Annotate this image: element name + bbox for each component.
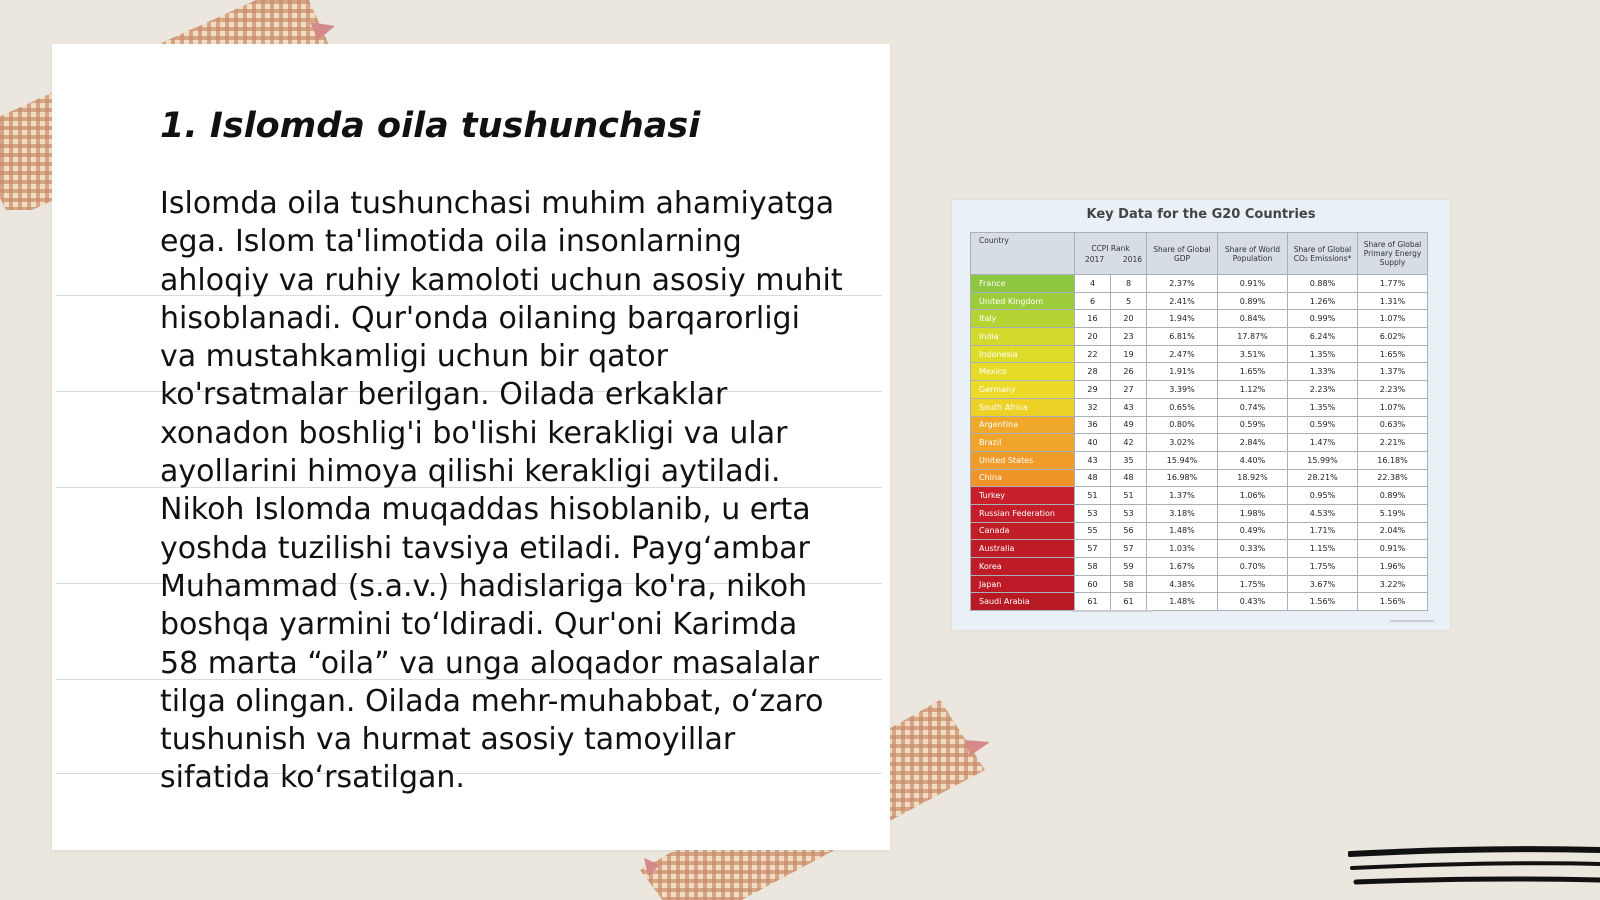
- table-footnote-mark: [1072, 610, 1152, 612]
- rank-2016-cell: 23: [1111, 328, 1147, 346]
- gdp-cell: 2.47%: [1147, 345, 1218, 363]
- co2-cell: 28.21%: [1288, 469, 1358, 487]
- country-cell: Mexico: [971, 363, 1075, 381]
- country-cell: South Africa: [971, 398, 1075, 416]
- energy-cell: 3.22%: [1358, 575, 1428, 593]
- population-cell: 2.84%: [1218, 434, 1288, 452]
- gdp-cell: 3.18%: [1147, 504, 1218, 522]
- energy-cell: 6.02%: [1358, 328, 1428, 346]
- table-row: [971, 363, 1428, 381]
- energy-cell: 22.38%: [1358, 469, 1428, 487]
- population-cell: 0.49%: [1218, 522, 1288, 540]
- co2-cell: 1.56%: [1288, 593, 1358, 611]
- population-cell: 0.70%: [1218, 558, 1288, 576]
- country-cell: Italy: [971, 310, 1075, 328]
- g20-table-image: [952, 200, 1450, 630]
- co2-cell: 2.23%: [1288, 381, 1358, 399]
- co2-cell: 1.15%: [1288, 540, 1358, 558]
- country-cell: Turkey: [971, 487, 1075, 505]
- co2-cell: 3.67%: [1288, 575, 1358, 593]
- rank-2017-cell: 48: [1075, 469, 1111, 487]
- energy-cell: 0.91%: [1358, 540, 1428, 558]
- rank-2016-cell: 56: [1111, 522, 1147, 540]
- rank-2016-cell: 27: [1111, 381, 1147, 399]
- energy-cell: 1.56%: [1358, 593, 1428, 611]
- population-cell: 0.43%: [1218, 593, 1288, 611]
- population-cell: 1.06%: [1218, 487, 1288, 505]
- energy-cell: 2.04%: [1358, 522, 1428, 540]
- co2-cell: 0.95%: [1288, 487, 1358, 505]
- rank-2017-cell: 61: [1075, 593, 1111, 611]
- country-cell: Australia: [971, 540, 1075, 558]
- rank-2017-cell: 28: [1075, 363, 1111, 381]
- header-co2: Share of Global CO₂ Emissions*: [1288, 233, 1358, 275]
- energy-cell: 1.07%: [1358, 310, 1428, 328]
- rank-2016-cell: 51: [1111, 487, 1147, 505]
- gdp-cell: 3.39%: [1147, 381, 1218, 399]
- gdp-cell: 2.37%: [1147, 275, 1218, 293]
- table-row: [971, 434, 1428, 452]
- rank-2017-cell: 4: [1075, 275, 1111, 293]
- gdp-cell: 15.94%: [1147, 451, 1218, 469]
- table-row: [971, 310, 1428, 328]
- population-cell: 18.92%: [1218, 469, 1288, 487]
- rank-2016-cell: 57: [1111, 540, 1147, 558]
- energy-cell: 16.18%: [1358, 451, 1428, 469]
- table-footnote-mark: [1390, 620, 1434, 622]
- gdp-cell: 1.94%: [1147, 310, 1218, 328]
- gdp-cell: 3.02%: [1147, 434, 1218, 452]
- slide-title: 1. Islomda oila tushunchasi: [160, 106, 701, 146]
- rank-2016-cell: 49: [1111, 416, 1147, 434]
- country-cell: Japan: [971, 575, 1075, 593]
- table-row: [971, 522, 1428, 540]
- population-cell: 1.65%: [1218, 363, 1288, 381]
- rank-2017-cell: 6: [1075, 292, 1111, 310]
- co2-cell: 1.35%: [1288, 398, 1358, 416]
- rank-2016-cell: 59: [1111, 558, 1147, 576]
- rank-2016-cell: 8: [1111, 275, 1147, 293]
- country-cell: China: [971, 469, 1075, 487]
- rank-2016-cell: 19: [1111, 345, 1147, 363]
- country-cell: Brazil: [971, 434, 1075, 452]
- country-cell: United States: [971, 451, 1075, 469]
- note-paper: [52, 44, 890, 850]
- co2-cell: 1.33%: [1288, 363, 1358, 381]
- country-cell: Saudi Arabia: [971, 593, 1075, 611]
- co2-cell: 4.53%: [1288, 504, 1358, 522]
- table-row: [971, 398, 1428, 416]
- gdp-cell: 1.37%: [1147, 487, 1218, 505]
- gdp-cell: 0.80%: [1147, 416, 1218, 434]
- gdp-cell: 1.48%: [1147, 593, 1218, 611]
- table-row: [971, 593, 1428, 611]
- table-row: [971, 558, 1428, 576]
- header-energy: Share of Global Primary Energy Supply: [1358, 233, 1428, 275]
- rank-2016-cell: 58: [1111, 575, 1147, 593]
- population-cell: 1.12%: [1218, 381, 1288, 399]
- table-row: [971, 275, 1428, 293]
- co2-cell: 6.24%: [1288, 328, 1358, 346]
- table-title: Key Data for the G20 Countries: [1086, 207, 1316, 222]
- gdp-cell: 1.48%: [1147, 522, 1218, 540]
- header-gdp: Share of Global GDP: [1147, 233, 1218, 275]
- population-cell: 0.33%: [1218, 540, 1288, 558]
- population-cell: 0.91%: [1218, 275, 1288, 293]
- header-country: Country: [971, 233, 1075, 275]
- energy-cell: 1.77%: [1358, 275, 1428, 293]
- header-population: Share of World Population: [1218, 233, 1288, 275]
- co2-cell: 0.99%: [1288, 310, 1358, 328]
- co2-cell: 1.26%: [1288, 292, 1358, 310]
- energy-cell: 1.65%: [1358, 345, 1428, 363]
- rank-2017-cell: 58: [1075, 558, 1111, 576]
- co2-cell: 1.47%: [1288, 434, 1358, 452]
- rank-2016-cell: 26: [1111, 363, 1147, 381]
- population-cell: 3.51%: [1218, 345, 1288, 363]
- table-row: [971, 504, 1428, 522]
- table-body: [971, 275, 1428, 611]
- population-cell: 0.89%: [1218, 292, 1288, 310]
- table-row: [971, 416, 1428, 434]
- country-cell: Germany: [971, 381, 1075, 399]
- co2-cell: 0.59%: [1288, 416, 1358, 434]
- rank-2017-cell: 36: [1075, 416, 1111, 434]
- rank-2017-cell: 29: [1075, 381, 1111, 399]
- gdp-cell: 0.65%: [1147, 398, 1218, 416]
- table-row: [971, 469, 1428, 487]
- co2-cell: 15.99%: [1288, 451, 1358, 469]
- country-cell: France: [971, 275, 1075, 293]
- table-row: [971, 345, 1428, 363]
- gdp-cell: 1.67%: [1147, 558, 1218, 576]
- country-cell: Korea: [971, 558, 1075, 576]
- rank-2017-cell: 53: [1075, 504, 1111, 522]
- population-cell: 0.74%: [1218, 398, 1288, 416]
- rank-2017-cell: 20: [1075, 328, 1111, 346]
- energy-cell: 1.31%: [1358, 292, 1428, 310]
- co2-cell: 1.35%: [1288, 345, 1358, 363]
- header-rank-label: CCPI Rank: [1091, 243, 1130, 253]
- country-cell: Argentina: [971, 416, 1075, 434]
- table-row: [971, 451, 1428, 469]
- gdp-cell: 6.81%: [1147, 328, 1218, 346]
- table-row: [971, 328, 1428, 346]
- country-cell: United Kingdom: [971, 292, 1075, 310]
- rank-2016-cell: 53: [1111, 504, 1147, 522]
- co2-cell: 0.88%: [1288, 275, 1358, 293]
- country-cell: Canada: [971, 522, 1075, 540]
- energy-cell: 1.96%: [1358, 558, 1428, 576]
- country-cell: India: [971, 328, 1075, 346]
- energy-cell: 2.21%: [1358, 434, 1428, 452]
- header-rank-year-2016: 2016: [1122, 254, 1142, 264]
- table-row: [971, 381, 1428, 399]
- g20-data-table: [970, 232, 1428, 611]
- table-row: [971, 540, 1428, 558]
- header-rank: [1075, 233, 1147, 275]
- rank-2016-cell: 61: [1111, 593, 1147, 611]
- rank-2017-cell: 60: [1075, 575, 1111, 593]
- population-cell: 1.98%: [1218, 504, 1288, 522]
- co2-cell: 1.75%: [1288, 558, 1358, 576]
- energy-cell: 5.19%: [1358, 504, 1428, 522]
- population-cell: 17.87%: [1218, 328, 1288, 346]
- table-row: [971, 575, 1428, 593]
- rank-2017-cell: 51: [1075, 487, 1111, 505]
- rank-2016-cell: 35: [1111, 451, 1147, 469]
- rank-2017-cell: 55: [1075, 522, 1111, 540]
- gdp-cell: 16.98%: [1147, 469, 1218, 487]
- population-cell: 0.84%: [1218, 310, 1288, 328]
- energy-cell: 0.63%: [1358, 416, 1428, 434]
- rank-2017-cell: 22: [1075, 345, 1111, 363]
- country-cell: Russian Federation: [971, 504, 1075, 522]
- brush-stroke-decoration: [1348, 844, 1600, 894]
- rank-2017-cell: 32: [1075, 398, 1111, 416]
- rank-2016-cell: 5: [1111, 292, 1147, 310]
- rank-2016-cell: 48: [1111, 469, 1147, 487]
- table-row: [971, 487, 1428, 505]
- energy-cell: 1.07%: [1358, 398, 1428, 416]
- gdp-cell: 1.03%: [1147, 540, 1218, 558]
- rank-2017-cell: 16: [1075, 310, 1111, 328]
- co2-cell: 1.71%: [1288, 522, 1358, 540]
- energy-cell: 1.37%: [1358, 363, 1428, 381]
- gdp-cell: 4.38%: [1147, 575, 1218, 593]
- country-cell: Indonesia: [971, 345, 1075, 363]
- population-cell: 1.75%: [1218, 575, 1288, 593]
- population-cell: 4.40%: [1218, 451, 1288, 469]
- energy-cell: 0.89%: [1358, 487, 1428, 505]
- population-cell: 0.59%: [1218, 416, 1288, 434]
- energy-cell: 2.23%: [1358, 381, 1428, 399]
- rank-2016-cell: 20: [1111, 310, 1147, 328]
- gdp-cell: 2.41%: [1147, 292, 1218, 310]
- rank-2017-cell: 57: [1075, 540, 1111, 558]
- rank-2017-cell: 43: [1075, 451, 1111, 469]
- rank-2016-cell: 43: [1111, 398, 1147, 416]
- header-rank-year-2017: 2017: [1085, 254, 1105, 264]
- rank-2016-cell: 42: [1111, 434, 1147, 452]
- slide-body-text: Islomda oila tushunchasi muhim ahamiyatga ega. Islom ta'limotida oila insonlarning ahloqiy va ruhiy kamoloti uchun asosiy muhit hisoblanadi. Qur'onda oilaning barqarorligi va mustahkamligi uchun bir qator ko'rsatmalar berilgan. Oilada erkaklar xonadon boshlig'i bo'lishi kerakligi va ular ayollarini himoya qilishi kerakligi aytiladi. Nikoh Islomda muqaddas hisoblanib, u erta yoshda tuzilishi tavsiya etiladi. Payg‘ambar Muhammad (s.a.v.) hadislariga ko'ra, nikoh boshqa yarmini to‘ldiradi. Qur'oni Karimda 58 marta “oila” va unga aloqador masalalar tilga olingan. Oilada mehr-muhabbat, o‘zaro tushunish va hurmat asosiy tamoyillar sifatida ko‘rsatilgan.: [160, 186, 843, 796]
- table-row: [971, 292, 1428, 310]
- table-header-row: [971, 233, 1428, 275]
- gdp-cell: 1.91%: [1147, 363, 1218, 381]
- rank-2017-cell: 40: [1075, 434, 1111, 452]
